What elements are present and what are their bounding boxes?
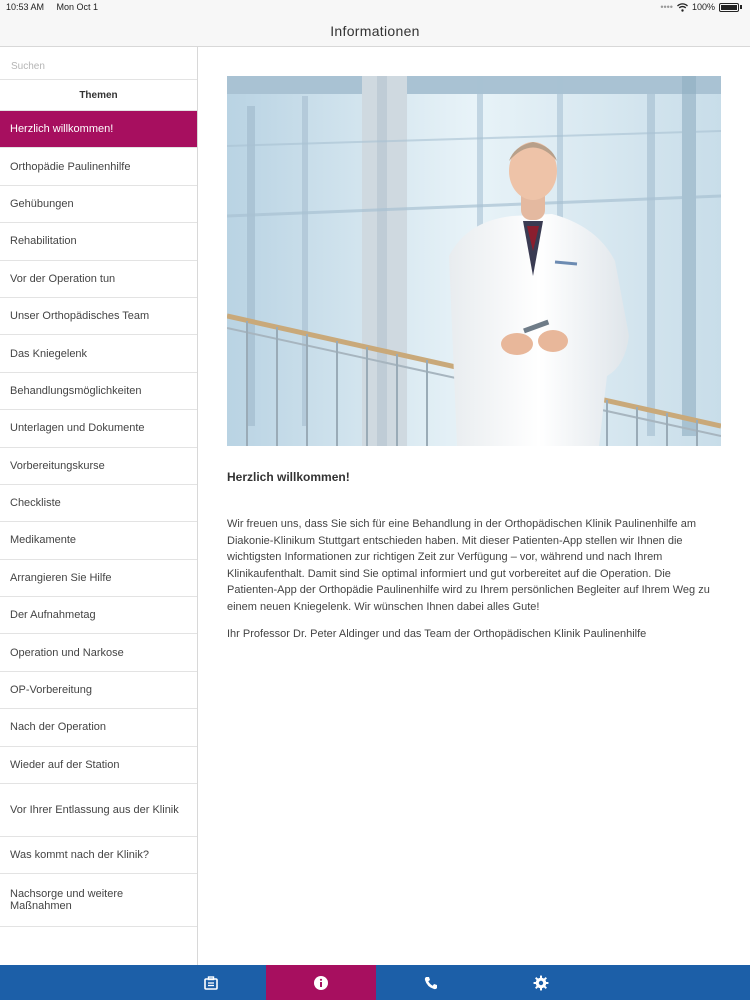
status-date: Mon Oct 1 <box>56 2 99 12</box>
doctor-photo <box>227 76 721 446</box>
briefcase-icon <box>203 975 219 991</box>
wifi-icon <box>677 3 688 12</box>
sidebar-item-wieder-auf-der-station[interactable]: Wieder auf der Station <box>0 747 197 784</box>
sidebar-item-operation-narkose[interactable]: Operation und Narkose <box>0 634 197 671</box>
content-body: Wir freuen uns, dass Sie sich für eine Behandlung in der Orthopädischen Klinik Paulinenhilfe am Diakonie-Klinikum Stuttgart entschieden haben. Mit dieser Patienten-App stellen wir Ihnen die wichtigsten Informationen zur richtigen Zeit zur Verfügung – vor, während und nach Ihrem Klinikaufenthalt. Damit sind Sie optimal informiert und gut vorbereitet auf die Operation. Die Patienten-App der Orthopädie Paulinenhilfe wird zu Ihrem persönlichen Begleiter auf Ihrem Weg zu einem neuen Kniegelenk. Wir wünschen Ihnen dabei alles Gute! <box>227 518 710 613</box>
sidebar-item-aufnahmetag[interactable]: Der Aufnahmetag <box>0 597 197 634</box>
search-field[interactable] <box>0 47 197 80</box>
page-title: Informationen <box>330 23 420 39</box>
sidebar-item-medikamente[interactable]: Medikamente <box>0 522 197 559</box>
hero-photo <box>227 76 721 446</box>
sidebar-item-arrangieren-sie-hilfe[interactable]: Arrangieren Sie Hilfe <box>0 560 197 597</box>
sidebar <box>0 47 198 965</box>
signal-icon: •••• <box>660 2 673 12</box>
status-time: 10:53 AM <box>6 2 45 12</box>
tab-info[interactable] <box>266 965 376 1000</box>
sidebar-item-vor-der-operation-tun[interactable]: Vor der Operation tun <box>0 261 197 298</box>
sidebar-item-behandlungsmoeglichkeiten[interactable]: Behandlungsmöglichkeiten <box>0 373 197 410</box>
sidebar-item-checkliste[interactable]: Checkliste <box>0 485 197 522</box>
sidebar-item-nachsorge[interactable]: Nachsorge und weitere Maßnahmen <box>0 874 197 927</box>
sidebar-item-nach-der-operation[interactable]: Nach der Operation <box>0 709 197 746</box>
sidebar-item-orthopaedie-paulinenhilfe[interactable]: Orthopädie Paulinenhilfe <box>0 148 197 185</box>
search-placeholder: Suchen <box>11 61 45 72</box>
sidebar-item-gehuebungen[interactable]: Gehübungen <box>0 186 197 223</box>
sidebar-item-op-vorbereitung[interactable]: OP-Vorbereitung <box>0 672 197 709</box>
battery-percent: 100% <box>691 2 715 12</box>
sidebar-item-was-kommt-nach-der-klinik[interactable]: Was kommt nach der Klinik? <box>0 837 197 874</box>
sidebar-item-rehabilitation[interactable]: Rehabilitation <box>0 223 197 260</box>
sidebar-item-vorbereitungskurse[interactable]: Vorbereitungskurse <box>0 448 197 485</box>
phone-icon <box>423 975 439 991</box>
status-bar <box>0 0 750 14</box>
tab-settings[interactable] <box>486 965 596 1000</box>
sidebar-item-herzlich-willkommen[interactable]: Herzlich willkommen! <box>0 111 197 148</box>
sidebar-item-vor-ihrer-entlassung[interactable]: Vor Ihrer Entlassung aus der Klinik <box>0 784 197 837</box>
sidebar-item-unterlagen-dokumente[interactable]: Unterlagen und Dokumente <box>0 410 197 447</box>
sidebar-item-kniegelenk[interactable]: Das Kniegelenk <box>0 335 197 372</box>
gear-icon <box>533 975 549 991</box>
content-title: Herzlich willkommen! <box>227 470 350 484</box>
battery-icon <box>719 3 739 12</box>
tab-briefcase[interactable] <box>156 965 266 1000</box>
info-icon <box>313 975 329 991</box>
tab-bar <box>0 965 750 1000</box>
navigation-bar <box>0 14 750 47</box>
sidebar-item-orthopaedisches-team[interactable]: Unser Orthopädisches Team <box>0 298 197 335</box>
section-header-themen: Themen <box>0 80 197 111</box>
tab-phone[interactable] <box>376 965 486 1000</box>
content-area <box>198 47 750 965</box>
content-signature: Ihr Professor Dr. Peter Aldinger und das Team der Orthopädischen Klinik Paulinenhilfe <box>227 628 647 640</box>
